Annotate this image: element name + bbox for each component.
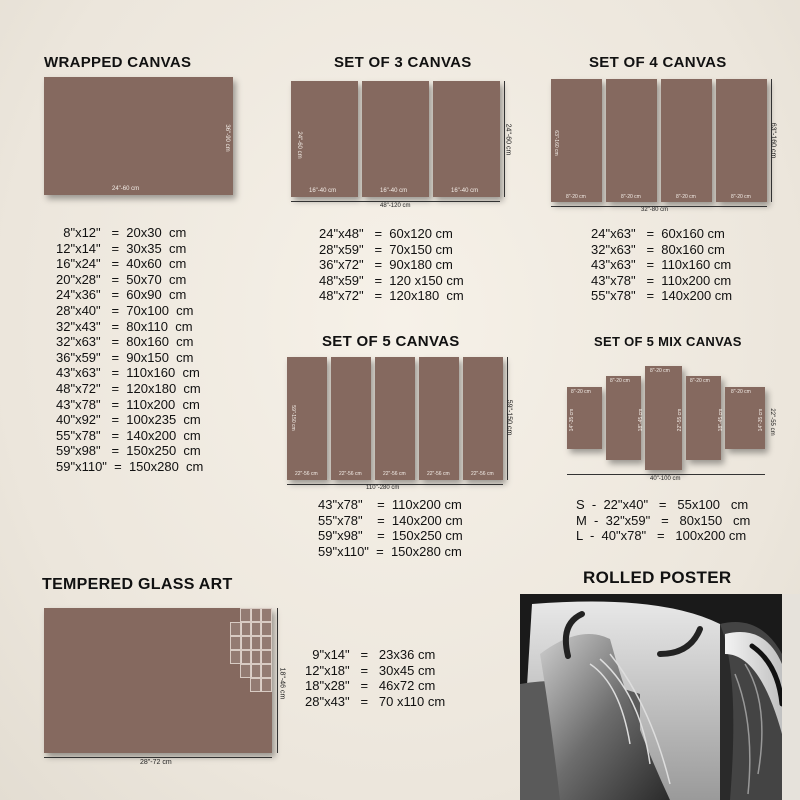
list-item: 20"x28" = 50x70 cm bbox=[56, 271, 187, 287]
set5-panel-label: 22"-56 cm bbox=[427, 471, 450, 477]
set3-size-list bbox=[319, 226, 464, 304]
list-item: 28"x59" = 70x150 cm bbox=[319, 241, 453, 257]
set5-panel-3 bbox=[375, 357, 415, 480]
set3-panel-label: 16"-40 cm bbox=[451, 188, 479, 194]
list-item: 55"x78" = 140x200 cm bbox=[56, 427, 201, 443]
set5mix-label: 14"-35 cm bbox=[569, 408, 575, 432]
list-item: 16"x24" = 40x60 cm bbox=[56, 256, 187, 272]
list-item: 55"x78" = 140x200 cm bbox=[591, 288, 733, 304]
set3-total-height: 24"-60 cm bbox=[504, 123, 512, 156]
list-item: 18"x28" = 46x72 cm bbox=[305, 678, 436, 694]
highland-cow-poster-image bbox=[520, 594, 800, 800]
glass-title: TEMPERED GLASS ART bbox=[42, 576, 233, 593]
set5mix-label: 8"-20 cm bbox=[690, 378, 710, 384]
set5mix-total-width: 40"-100 cm bbox=[650, 476, 681, 482]
list-item: 59"x98" = 150x250 cm bbox=[318, 528, 463, 544]
list-item: 36"x59" = 90x150 cm bbox=[56, 349, 194, 365]
set5mix-width-line bbox=[567, 474, 765, 475]
set5-total-width: 110"-280 cm bbox=[366, 485, 400, 491]
set3-panel-height: 24"-60 cm bbox=[296, 131, 302, 159]
list-item: 48"x72" = 120x180 cm bbox=[319, 288, 464, 304]
list-item: 48"x59" = 120 x150 cm bbox=[319, 272, 464, 288]
wrapped-size-list bbox=[56, 225, 203, 475]
set5-panel-2 bbox=[331, 357, 371, 480]
list-item: 24"x63" = 60x160 cm bbox=[591, 226, 725, 241]
list-item: 36"x72" = 90x180 cm bbox=[319, 257, 453, 273]
set5mix-label: 18"-45 cm bbox=[638, 408, 644, 432]
list-item: 32"x63" = 80x160 cm bbox=[56, 334, 194, 350]
set5mix-label: 8"-20 cm bbox=[650, 368, 670, 374]
set4-panel-label: 8"-20 cm bbox=[731, 194, 751, 200]
set5mix-panel-4 bbox=[686, 376, 721, 460]
glass-width-line bbox=[44, 757, 272, 758]
set5-panel-5 bbox=[463, 357, 503, 480]
set3-panel-label: 16"-40 cm bbox=[380, 188, 408, 194]
set4-size-list bbox=[591, 226, 732, 304]
list-item: 24"x48" = 60x120 cm bbox=[319, 226, 453, 241]
list-item: 28"x43" = 70 x110 cm bbox=[305, 693, 446, 709]
list-item: 43"x78" = 110x200 cm bbox=[591, 272, 732, 288]
set5mix-panel-2 bbox=[606, 376, 641, 460]
list-item: 55"x78" = 140x200 cm bbox=[318, 512, 463, 528]
set4-total-height: 63"-160 cm bbox=[769, 122, 777, 159]
list-item: 40"x92" = 100x235 cm bbox=[56, 412, 201, 428]
list-item: L - 40"x78" = 100x200 cm bbox=[576, 528, 747, 544]
set3-panel-label: 16"-40 cm bbox=[309, 188, 337, 194]
set5-panel-label: 22"-56 cm bbox=[339, 471, 362, 477]
poster-photo bbox=[520, 594, 800, 800]
set5mix-label: 8"-20 cm bbox=[571, 389, 591, 395]
list-item: S - 22"x40" = 55x100 cm bbox=[576, 497, 749, 512]
list-item: 9"x14" = 23x36 cm bbox=[305, 647, 436, 662]
poster-title: ROLLED POSTER bbox=[583, 568, 732, 587]
set4-title: SET OF 4 CANVAS bbox=[589, 54, 727, 71]
list-item: 43"x78" = 110x200 cm bbox=[56, 396, 200, 412]
list-item: 59"x110" = 150x280 cm bbox=[318, 543, 462, 559]
set4-panel-3 bbox=[661, 79, 712, 202]
set5mix-total-height: 22"-55 cm bbox=[769, 408, 775, 436]
glass-height-label: 18"-46 cm bbox=[278, 667, 286, 700]
set5-panel-label: 22"-56 cm bbox=[383, 471, 406, 477]
set4-panel-label: 8"-20 cm bbox=[676, 194, 696, 200]
set5-title: SET OF 5 CANVAS bbox=[322, 333, 460, 350]
wrapped-canvas-panel bbox=[44, 77, 233, 195]
set3-title: SET OF 3 CANVAS bbox=[334, 54, 472, 71]
set5mix-label: 8"-20 cm bbox=[731, 389, 751, 395]
list-item: 43"x63" = 110x160 cm bbox=[56, 365, 200, 381]
set5-panel-label: 22"-56 cm bbox=[295, 471, 318, 477]
list-item: 8"x12" = 20x30 cm bbox=[56, 225, 187, 240]
list-item: 59"x98" = 150x250 cm bbox=[56, 443, 201, 459]
wrapped-canvas-title: WRAPPED CANVAS bbox=[44, 54, 192, 71]
set5mix-label: 8"-20 cm bbox=[610, 378, 630, 384]
list-item: 12"x18" = 30x45 cm bbox=[305, 662, 436, 678]
set5mix-label: 18"-45 cm bbox=[718, 408, 724, 432]
set5-panel-height: 59"-150 cm bbox=[290, 405, 296, 431]
set4-panel-label: 8"-20 cm bbox=[566, 194, 586, 200]
set3-total-width: 48"-120 cm bbox=[380, 203, 411, 209]
glass-width-label: 28"-72 cm bbox=[140, 759, 172, 766]
list-item: 32"x63" = 80x160 cm bbox=[591, 241, 725, 257]
list-item: 12"x14" = 30x35 cm bbox=[56, 240, 187, 256]
set3-width-line bbox=[291, 201, 500, 202]
list-item: M - 32"x59" = 80x150 cm bbox=[576, 512, 751, 528]
set4-total-width: 32"-80 cm bbox=[641, 207, 669, 213]
list-item: 48"x72" = 120x180 cm bbox=[56, 380, 201, 396]
set5-panel-label: 22"-56 cm bbox=[471, 471, 494, 477]
set4-panel-label: 8"-20 cm bbox=[621, 194, 641, 200]
set5mix-title: SET OF 5 MIX CANVAS bbox=[594, 334, 742, 349]
set5-size-list bbox=[318, 497, 463, 559]
list-item: 59"x110" = 150x280 cm bbox=[56, 458, 204, 474]
wrapped-height-label: 36"-90 cm bbox=[224, 124, 230, 152]
wrapped-width-label: 24"-60 cm bbox=[112, 186, 140, 192]
set5-panel-4 bbox=[419, 357, 459, 480]
list-item: 43"x63" = 110x160 cm bbox=[591, 257, 732, 273]
set5mix-size-list bbox=[576, 497, 750, 544]
glass-size-list bbox=[305, 647, 445, 709]
set3-panel-2 bbox=[362, 81, 429, 197]
set5mix-label: 22"-55 cm bbox=[677, 408, 683, 432]
list-item: 43"x78" = 110x200 cm bbox=[318, 497, 462, 512]
set5mix-label: 14"-35 cm bbox=[758, 408, 764, 432]
list-item: 24"x36" = 60x90 cm bbox=[56, 287, 187, 303]
set4-panel-2 bbox=[606, 79, 657, 202]
list-item: 28"x40" = 70x100 cm bbox=[56, 302, 194, 318]
set4-panel-4 bbox=[716, 79, 767, 202]
glass-reflection-grid bbox=[226, 608, 272, 700]
set5-total-height: 59"-150 cm bbox=[505, 399, 513, 436]
set3-panel-3 bbox=[433, 81, 500, 197]
list-item: 32"x43" = 80x110 cm bbox=[56, 318, 193, 334]
set4-panel-height: 63"-160 cm bbox=[553, 130, 559, 156]
